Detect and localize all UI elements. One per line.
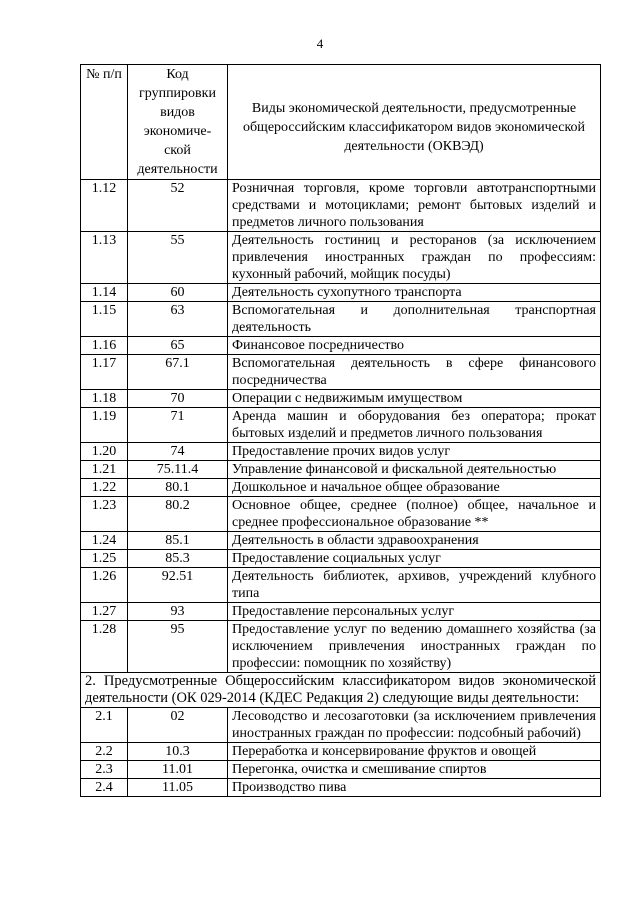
activity-code: 10.3 [128, 743, 228, 761]
table-body [81, 180, 601, 797]
table-row [81, 180, 601, 232]
table-row [81, 302, 601, 337]
activities-table [80, 64, 601, 797]
activity-description: Деятельность в области здравоохранения [228, 532, 601, 550]
activity-code: 63 [128, 302, 228, 337]
table-row [81, 390, 601, 408]
activity-code: 74 [128, 443, 228, 461]
activity-description: Аренда машин и оборудования без оператора; прокат бытовых изделий и предметов личного пользования [228, 408, 601, 443]
activity-code: 11.01 [128, 761, 228, 779]
activity-description: Предоставление персональных услуг [228, 603, 601, 621]
row-number: 1.26 [81, 568, 128, 603]
header-num: № п/п [81, 65, 128, 180]
table-row [81, 550, 601, 568]
activity-description: Управление финансовой и фискальной деятельностью [228, 461, 601, 479]
row-number: 1.17 [81, 355, 128, 390]
row-number: 1.14 [81, 284, 128, 302]
activity-description: Предоставление социальных услуг [228, 550, 601, 568]
activity-description: Предоставление прочих видов услуг [228, 443, 601, 461]
row-number: 2.4 [81, 779, 128, 797]
activity-code: 65 [128, 337, 228, 355]
table-row [81, 743, 601, 761]
activity-description: Операции с недвижимым имуществом [228, 390, 601, 408]
table-header-row [81, 65, 601, 180]
table-row [81, 779, 601, 797]
activity-code: 85.3 [128, 550, 228, 568]
activity-code: 02 [128, 708, 228, 743]
row-number: 1.16 [81, 337, 128, 355]
table-row [81, 708, 601, 743]
table-row [81, 532, 601, 550]
activity-code: 67.1 [128, 355, 228, 390]
header-code: Код группировки видов экономиче-ской деятельности [128, 65, 228, 180]
row-number: 1.13 [81, 232, 128, 284]
activity-code: 80.1 [128, 479, 228, 497]
activity-description: Деятельность библиотек, архивов, учреждений клубного типа [228, 568, 601, 603]
activity-code: 92.51 [128, 568, 228, 603]
activity-description: Деятельность сухопутного транспорта [228, 284, 601, 302]
table-row [81, 408, 601, 443]
row-number: 1.18 [81, 390, 128, 408]
row-number: 1.21 [81, 461, 128, 479]
table-row [81, 443, 601, 461]
activity-description: Финансовое посредничество [228, 337, 601, 355]
table-row [81, 355, 601, 390]
row-number: 2.1 [81, 708, 128, 743]
activity-description: Розничная торговля, кроме торговли автотранспортными средствами и мотоциклами; ремонт бытовых изделий и предметов личного пользования [228, 180, 601, 232]
activity-code: 75.11.4 [128, 461, 228, 479]
page-number: 4 [316, 36, 324, 51]
activity-code: 60 [128, 284, 228, 302]
table-row [81, 621, 601, 673]
activity-code: 93 [128, 603, 228, 621]
row-number: 1.20 [81, 443, 128, 461]
table-row [81, 232, 601, 284]
table-row [81, 497, 601, 532]
activity-description: Предоставление услуг по ведению домашнего хозяйства (за исключением привлечения иностранных граждан по профессии: помощник по хозяйству) [228, 621, 601, 673]
activity-description: Перегонка, очистка и смешивание спиртов [228, 761, 601, 779]
activity-description: Основное общее, среднее (полное) общее, начальное и среднее профессиональное образование ** [228, 497, 601, 532]
row-number: 1.23 [81, 497, 128, 532]
activity-description: Вспомогательная деятельность в сфере финансового посредничества [228, 355, 601, 390]
row-number: 1.22 [81, 479, 128, 497]
activity-code: 70 [128, 390, 228, 408]
row-number: 1.28 [81, 621, 128, 673]
activity-description: Переработка и консервирование фруктов и овощей [228, 743, 601, 761]
activity-description: Дошкольное и начальное общее образование [228, 479, 601, 497]
table-row [81, 479, 601, 497]
section-2-heading: 2. Предусмотренные Общероссийским классификатором видов экономической деятельности (ОК 029-2014 (КДЕС Редакция 2) следующие виды деятельности: [81, 673, 601, 708]
activity-code: 11.05 [128, 779, 228, 797]
header-description: Виды экономической деятельности, предусмотренные общероссийским классификатором видов экономической деятельности (ОКВЭД) [228, 65, 601, 180]
activity-description: Производство пива [228, 779, 601, 797]
activity-code: 85.1 [128, 532, 228, 550]
activity-code: 55 [128, 232, 228, 284]
activity-code: 71 [128, 408, 228, 443]
row-number: 1.19 [81, 408, 128, 443]
table-row [81, 568, 601, 603]
row-number: 1.24 [81, 532, 128, 550]
table-row [81, 761, 601, 779]
table-row [81, 603, 601, 621]
activity-description: Вспомогательная и дополнительная транспортная деятельность [228, 302, 601, 337]
activity-description: Лесоводство и лесозаготовки (за исключением привлечения иностранных граждан по профессии: подсобный рабочий) [228, 708, 601, 743]
row-number: 1.15 [81, 302, 128, 337]
row-number: 1.25 [81, 550, 128, 568]
activity-code: 52 [128, 180, 228, 232]
row-number: 1.12 [81, 180, 128, 232]
row-number: 2.2 [81, 743, 128, 761]
activity-code: 80.2 [128, 497, 228, 532]
activity-description: Деятельность гостиниц и ресторанов (за исключением привлечения иностранных граждан по профессиям: кухонный рабочий, мойщик посуды) [228, 232, 601, 284]
row-number: 2.3 [81, 761, 128, 779]
table-row [81, 461, 601, 479]
row-number: 1.27 [81, 603, 128, 621]
table-row [81, 284, 601, 302]
activity-code: 95 [128, 621, 228, 673]
table-row [81, 337, 601, 355]
section-row [81, 673, 601, 708]
